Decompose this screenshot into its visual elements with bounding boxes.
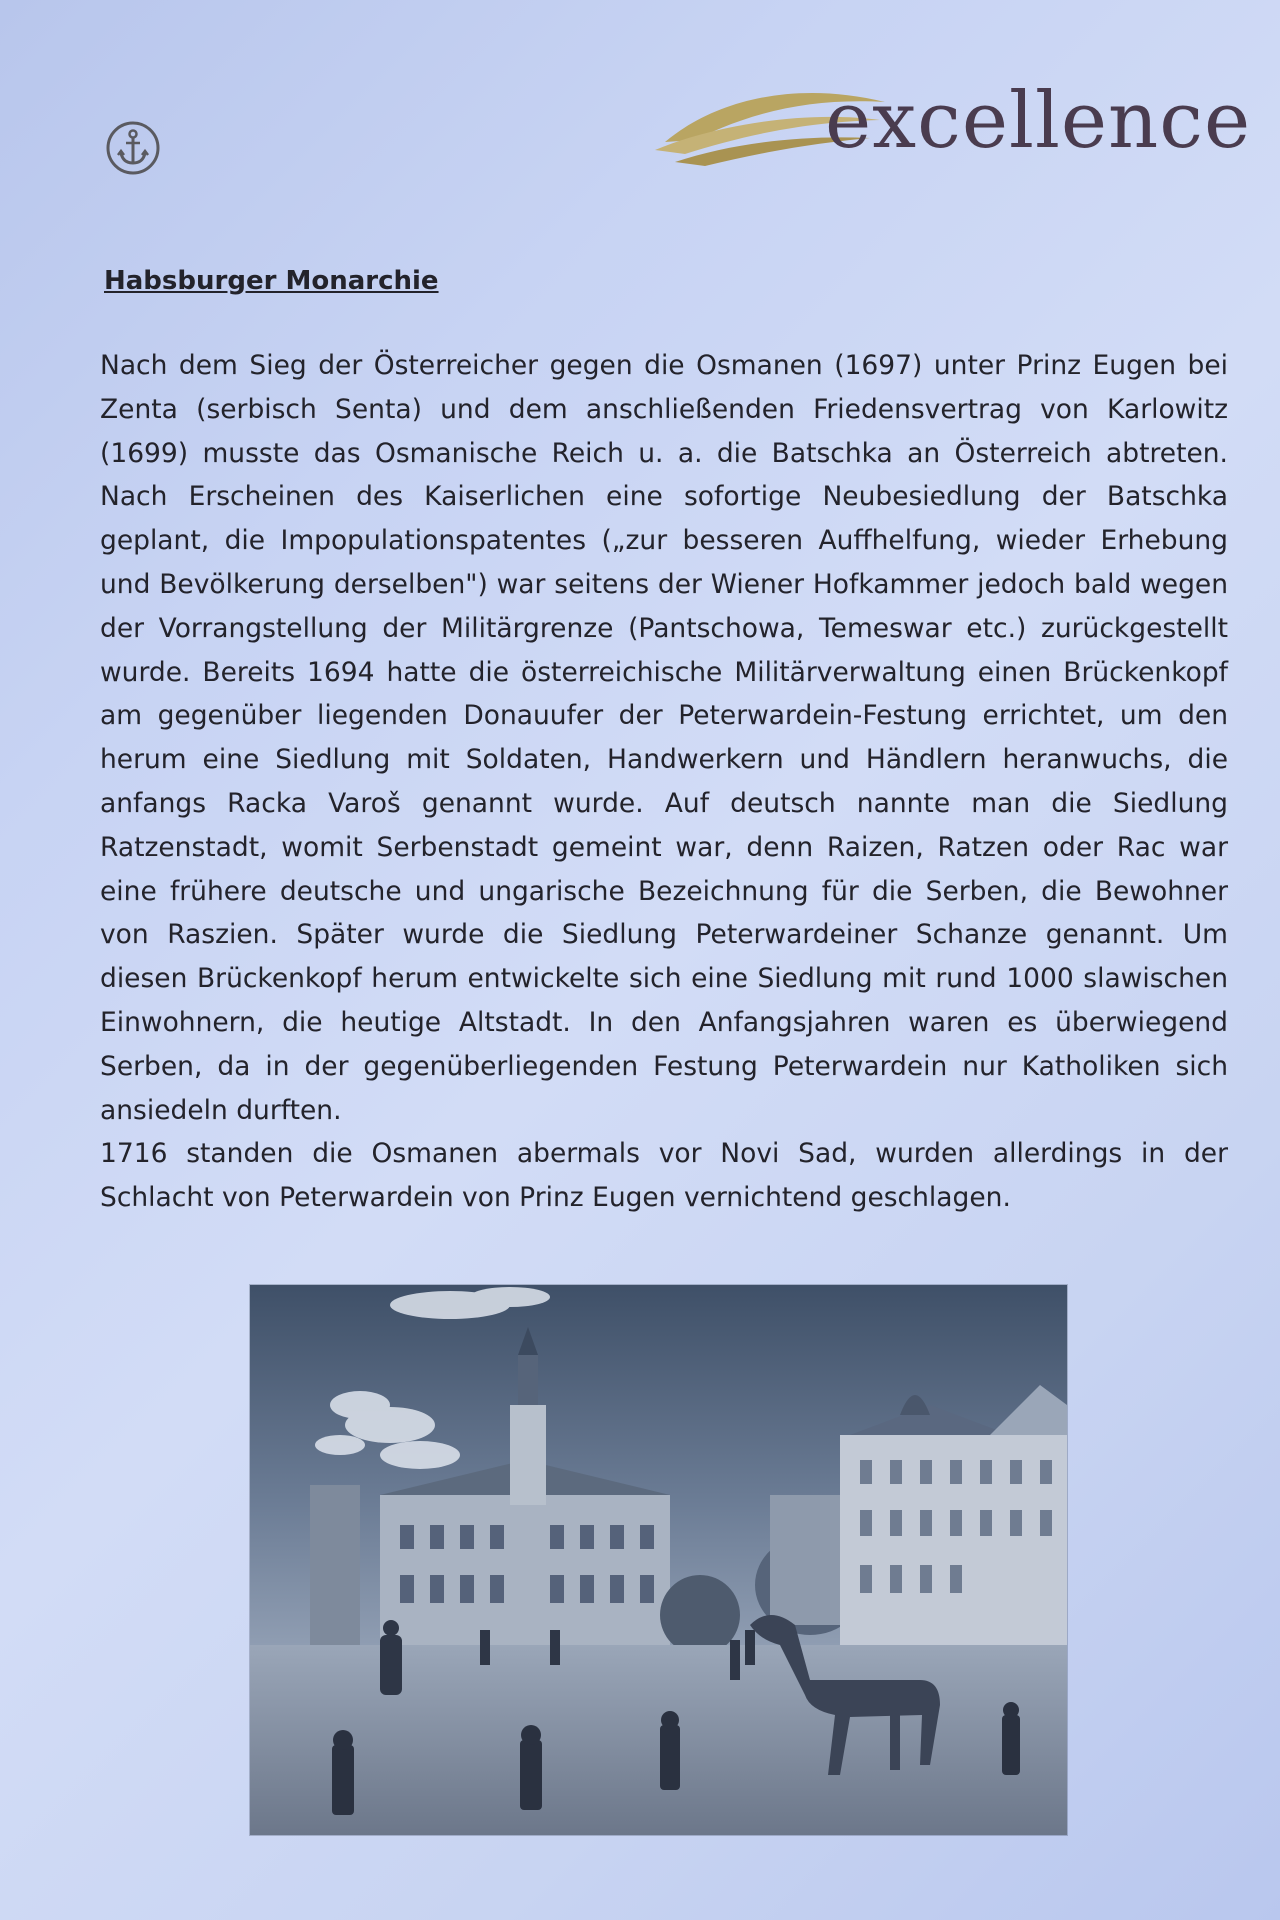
article-paragraph-1: Nach dem Sieg der Österreicher gegen die Osmanen (1697) unter Prinz Eugen bei Zenta (serbisch Senta) und dem anschließenden Friedensvertrag von Karlowitz (1699) musste das Osmanische Reich u. a. die Batschka an Österreich abtreten. Nach Erscheinen des Kaiserlichen eine sofortige Neubesiedlung der Batschka geplant, die Impopulationspatentes („zur besseren Auffhelfung, wieder Erhebung und Bevölkerung derselben") war seitens der Wiener Hofkammer jedoch bald wegen der Vorrangstellung der Militärgrenze (Pantschowa, Temeswar etc.) zurückgestellt wurde. Bereits 1694 hatte die österreichische Militärverwaltung einen Brückenkopf am gegenüber liegenden Donauufer der Peterwardein-Festung errichtet, um den herum eine Siedlung mit Soldaten, Handwerkern und Händlern heranwuchs, die anfangs Racka Varoš genannt wurde. Auf deutsch nannte man die Siedlung Ratzenstadt, womit Serbenstadt gemeint war, denn Raizen, Ratzen oder Rac war eine frühere deutsche und ungarische Bezeichnung für die Serben, die Bewohner von Raszien. Später wurde die Siedlung Peterwardeiner Schanze genannt. Um diesen Brückenkopf herum entwickelte sich eine Siedlung mit rund 1000 slawischen Einwohnern, die heutige Altstadt. In den Anfangsjahren waren es überwiegend Serben, da in der gegenüberliegenden Festung Peterwardein nur Katholiken sich ansiedeln durften. [100,350,1228,1126]
anchor-icon [105,120,161,176]
excellence-logo [655,76,1252,180]
left-building [310,1485,360,1655]
article-body [100,344,1228,1220]
article-title: Habsburger Monarchie [104,266,439,296]
article-paragraph-2: 1716 standen die Osmanen abermals vor Novi Sad, wurden allerdings in der Schlacht von Peterwardein von Prinz Eugen vernichtend geschlagen. [100,1138,1228,1214]
town-square-photo [250,1285,1067,1835]
right-buildings [840,1385,1067,1665]
logo-text: excellence [825,76,1252,166]
